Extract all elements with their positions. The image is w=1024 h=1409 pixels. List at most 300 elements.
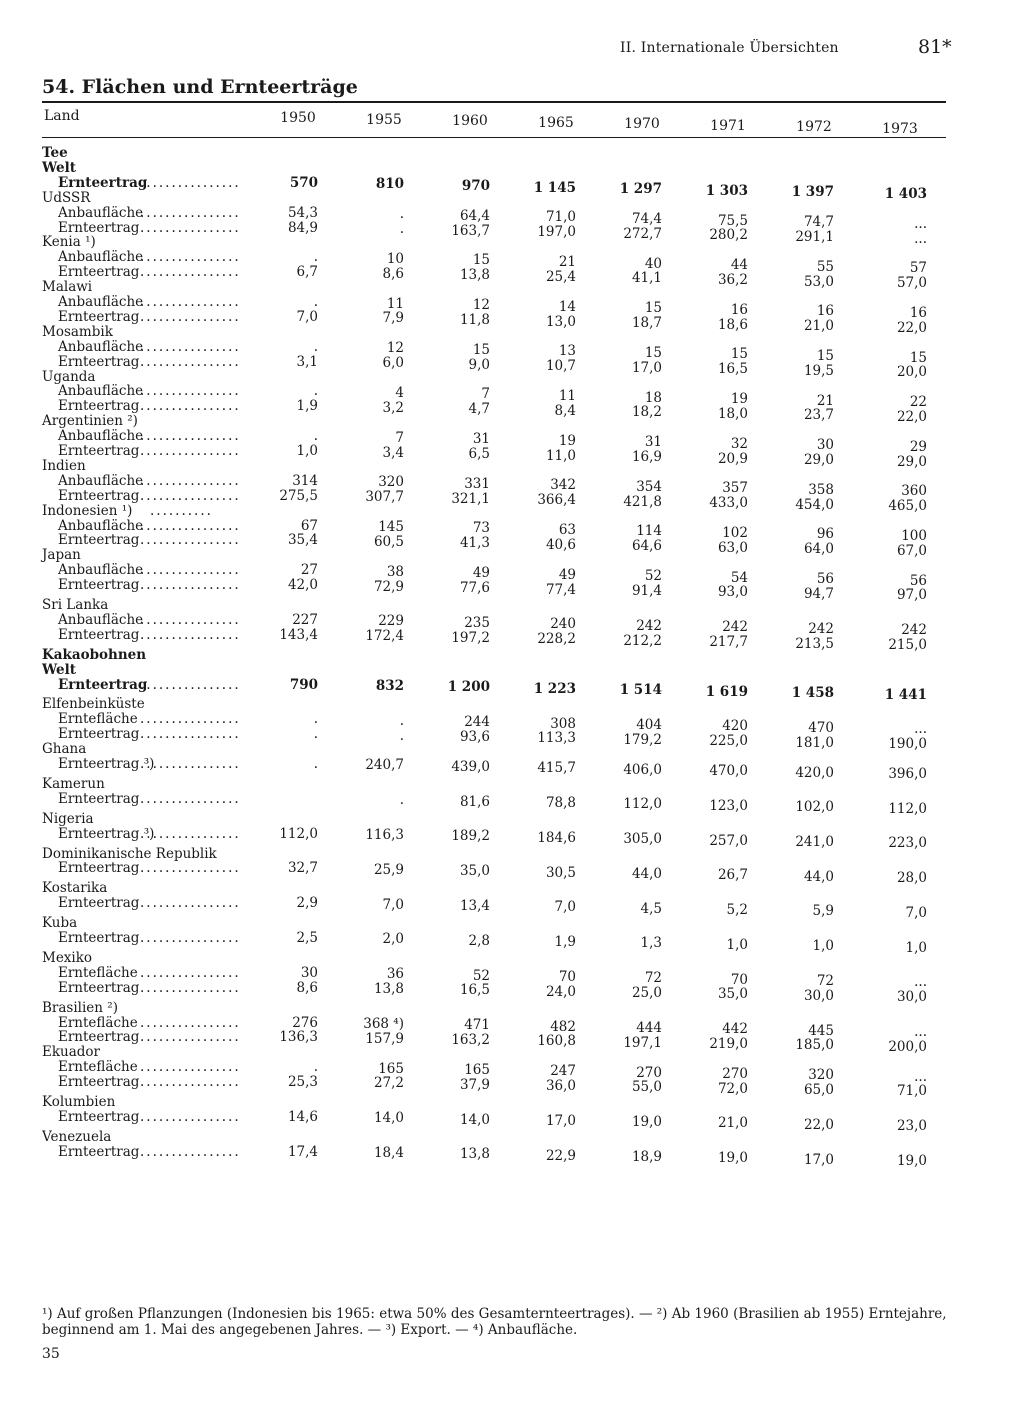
table-cell: 21 [558, 254, 576, 270]
country-label: Brasilien ²) [42, 999, 118, 1016]
table-cell: . [313, 711, 318, 728]
table-cell: 81,6 [459, 793, 490, 810]
table-cell: 35,4 [287, 532, 318, 549]
table-cell: 94,7 [803, 585, 834, 602]
table-cell: 16 [909, 304, 927, 321]
table-cell: 240,7 [365, 757, 404, 774]
table-cell: 439,0 [451, 758, 490, 775]
header-year: 1965 [538, 114, 574, 131]
table-cell: 307,7 [365, 489, 404, 506]
table-cell: 18,2 [631, 404, 662, 421]
table-cell: 13,4 [459, 897, 490, 914]
country-label: Elfenbeinküste [42, 696, 145, 713]
leader-dots: ................ [140, 294, 241, 310]
row-label: Anbaufläche [58, 294, 144, 310]
table-cell: 37,9 [459, 1076, 490, 1093]
table-cell: 25,9 [373, 861, 404, 878]
country-label: Kolumbien [42, 1094, 116, 1110]
table-cell: 31 [644, 434, 662, 451]
table-cell: . [313, 726, 318, 743]
table-cell: 16,9 [631, 449, 662, 466]
table-cell: 70 [730, 971, 748, 988]
table-cell: 1,9 [554, 934, 576, 951]
table-cell: 67,0 [896, 542, 927, 559]
table-cell: 31 [472, 431, 490, 448]
table-cell: 19 [558, 432, 576, 449]
row-label: Ernteertrag [58, 398, 140, 415]
row-label: Erntefläche [58, 1059, 138, 1076]
table-cell: 445 [808, 1022, 834, 1039]
table-cell: 30,0 [896, 989, 927, 1006]
table-cell: 32 [730, 435, 748, 452]
table-cell: 64,0 [803, 541, 834, 558]
table-cell: 56 [816, 571, 834, 588]
table-cell: . [313, 1059, 318, 1076]
table-cell: 18,7 [631, 315, 662, 332]
table-cell: 442 [722, 1021, 748, 1038]
country-label: Ekuador [42, 1044, 101, 1061]
row-label: Ernteertrag [58, 174, 148, 191]
table-cell: 36 [386, 966, 404, 983]
table-cell: . [399, 206, 404, 223]
table-cell: 235 [464, 614, 490, 631]
table-cell: 1,3 [640, 935, 662, 952]
table-cell: 15 [644, 344, 662, 361]
table-cell: 5,2 [726, 902, 748, 919]
table-cell: 172,4 [365, 628, 404, 645]
table-cell: 7,9 [382, 310, 404, 327]
table-cell: 229 [378, 613, 404, 630]
table-cell: 320 [378, 474, 404, 491]
table-cell: 280,2 [709, 227, 748, 244]
table-cell: 470 [808, 719, 834, 736]
table-cell: 19,0 [717, 1150, 748, 1167]
leader-dots: ................ [140, 1014, 241, 1031]
country-label: Kostarika [42, 880, 108, 897]
leader-dots: ................ [140, 443, 241, 459]
table-cell: 227 [292, 611, 318, 628]
table-cell: 22,0 [896, 319, 927, 336]
table-cell: 357 [722, 480, 748, 497]
table-cell: . [313, 294, 318, 310]
table-cell: 52 [472, 967, 490, 984]
leader-dots: ................ [140, 174, 241, 191]
table-cell: 15 [472, 252, 490, 269]
table-cell: 19 [730, 391, 748, 408]
leader-dots: ................ [140, 249, 241, 266]
row-label: Ernteertrag [58, 532, 140, 549]
table-cell: 320 [808, 1067, 834, 1084]
country-label: Mosambik [42, 323, 113, 340]
table-cell: 30 [816, 437, 834, 454]
table-cell: 63,0 [717, 539, 748, 556]
table-cell: . [313, 756, 318, 772]
table-cell: 321,1 [451, 490, 490, 507]
table-cell: 225,0 [709, 733, 748, 750]
row-label: Ernteertrag [58, 264, 140, 281]
row-label: Ernteertrag [58, 860, 140, 877]
header-year: 1970 [624, 116, 660, 132]
table-cell: 275,5 [279, 487, 318, 504]
table-cell: 97,0 [896, 587, 927, 604]
row-label: Ernteertrag [58, 1108, 140, 1125]
table-cell: 2,8 [468, 932, 490, 949]
table-cell: 54 [730, 569, 748, 586]
table-cell: 4,7 [468, 401, 490, 418]
leader-dots: ................ [140, 825, 241, 842]
table-cell: 44,0 [631, 865, 662, 882]
country-label: UdSSR [42, 189, 91, 206]
table-cell: 832 [375, 677, 404, 694]
row-label: Anbaufläche [58, 249, 144, 266]
row-label: Ernteertrag [58, 626, 140, 643]
table-cell: 184,6 [537, 829, 576, 846]
table-cell: 970 [461, 177, 490, 194]
table-cell: 38 [386, 563, 404, 580]
table-cell: 57 [909, 260, 927, 277]
table-cell: 20,0 [896, 364, 927, 381]
row-label: Anbaufläche [58, 204, 144, 221]
table-cell: 49 [472, 565, 490, 582]
table-cell: 22,9 [545, 1147, 576, 1164]
table-cell: 185,0 [795, 1037, 834, 1054]
country-label: Kamerun [42, 775, 105, 792]
table-cell: 4 [395, 384, 404, 401]
table-cell: 1,0 [905, 939, 927, 956]
row-label: Anbaufläche [58, 611, 144, 628]
table-cell: 213,5 [795, 635, 834, 652]
table-cell: 18 [644, 389, 662, 406]
table-cell: 433,0 [709, 495, 748, 512]
table-cell: 27 [300, 562, 318, 579]
table-cell: 342 [550, 477, 576, 494]
leader-dots: ................ [140, 338, 241, 355]
header-year: 1971 [710, 117, 746, 134]
row-label: Ernteertrag [58, 930, 140, 946]
table-cell: 1 223 [533, 680, 576, 697]
table-cell: 56 [909, 572, 927, 589]
table-cell: . [399, 221, 404, 238]
table-cell: 54,3 [287, 204, 318, 221]
table-cell: 70 [558, 968, 576, 985]
table-cell: . [399, 792, 404, 809]
table-cell: 96 [816, 526, 834, 543]
table-cell: 22,0 [896, 408, 927, 425]
row-label: Anbaufläche [58, 428, 144, 445]
table-cell: 570 [289, 174, 318, 191]
table-cell: 93,0 [717, 584, 748, 601]
table-cell: 420 [722, 718, 748, 735]
table-cell: 123,0 [709, 797, 748, 814]
leader-dots: .......... [150, 502, 213, 519]
leader-dots: ................ [140, 676, 241, 693]
table-cell: 23,0 [896, 1118, 927, 1135]
table-cell: 30,5 [545, 864, 576, 881]
table-cell: 189,2 [451, 828, 490, 845]
table-cell: 73 [472, 520, 490, 537]
table-cell: 18,6 [717, 316, 748, 333]
running-head: II. Internationale Übersichten [620, 40, 839, 56]
table-cell: 11 [386, 295, 404, 312]
row-label: Anbaufläche [58, 472, 144, 489]
table-cell: 21 [816, 392, 834, 409]
table-cell: 15 [730, 346, 748, 363]
table-cell: 368 ⁴) [363, 1015, 404, 1032]
table-cell: 21,0 [717, 1115, 748, 1132]
table-cell: 71,0 [545, 209, 576, 226]
table-cell: 1 441 [884, 686, 927, 703]
table-cell: 241,0 [795, 834, 834, 850]
table-cell: 136,3 [279, 1029, 318, 1046]
table-cell: 17,0 [545, 1112, 576, 1129]
row-label: Ernteertrag [58, 487, 140, 504]
table-cell: 6,7 [296, 264, 318, 281]
table-cell: 113,3 [537, 730, 576, 747]
table-cell: 11 [558, 387, 576, 404]
table-cell: 217,7 [709, 634, 748, 651]
leader-dots: ................ [140, 383, 241, 400]
country-label: Mexiko [42, 949, 93, 966]
table-cell: 71,0 [896, 1083, 927, 1100]
table-cell: 112,0 [279, 825, 318, 842]
leader-dots: ................ [140, 611, 241, 628]
table-cell: 181,0 [795, 734, 834, 751]
table-cell: 1,0 [812, 938, 834, 955]
table-cell: 102 [722, 524, 748, 541]
leader-dots: ................ [140, 1029, 241, 1046]
row-label: Ernteertrag [58, 219, 140, 236]
leader-dots: ................ [140, 517, 241, 534]
table-cell: . [313, 249, 318, 266]
row-label: Erntefläche [58, 1014, 138, 1031]
table-cell: 22,0 [803, 1116, 834, 1133]
table-cell: 18,4 [373, 1145, 404, 1161]
table-cell: 14 [558, 298, 576, 315]
table-cell: 240 [550, 616, 576, 633]
table-cell: 10 [386, 250, 404, 267]
row-label: Erntefläche [58, 964, 138, 981]
table-cell: 3,4 [382, 444, 404, 461]
table-cell: 145 [378, 518, 404, 535]
table-cell: 27,2 [373, 1075, 404, 1092]
table-cell: 157,9 [365, 1030, 404, 1047]
table-cell: 4,5 [640, 900, 662, 917]
row-label: Ernteertrag [58, 1143, 140, 1160]
leader-dots: ................ [140, 979, 241, 996]
table-cell: 1,0 [296, 443, 318, 459]
row-label: Ernteertrag [58, 1074, 140, 1091]
leader-dots: ................ [140, 398, 241, 415]
leader-dots: ................ [140, 756, 241, 772]
header-year: 1955 [366, 111, 402, 128]
table-cell: 36,0 [545, 1078, 576, 1095]
leader-dots: ................ [140, 487, 241, 504]
table-cell: 23,7 [803, 407, 834, 424]
table-cell: 22 [909, 394, 927, 411]
table-cell: 5,9 [812, 903, 834, 920]
table-cell: 7 [395, 429, 404, 446]
table-cell: 7,0 [382, 896, 404, 913]
table-cell: 3,2 [382, 399, 404, 416]
table-cell: 44,0 [803, 868, 834, 885]
country-label: Welt [42, 661, 77, 678]
table-cell: 2,5 [296, 930, 318, 946]
leader-dots: ................ [140, 726, 241, 743]
row-label: Ernteertrag [58, 726, 140, 743]
country-label: Indonesien ¹) [42, 502, 133, 519]
table-cell: 112,0 [888, 800, 927, 817]
table-cell: 52 [644, 568, 662, 585]
table-cell: 60,5 [373, 533, 404, 550]
table-cell: 212,2 [623, 632, 662, 649]
table-cell: 247 [550, 1063, 576, 1080]
table-cell: 331 [464, 475, 490, 492]
table-cell: 29 [909, 438, 927, 455]
table-cell: 55,0 [631, 1079, 662, 1096]
row-label: Erntefläche [58, 711, 138, 728]
table-cell: 163,2 [451, 1032, 490, 1049]
country-label: Indien [42, 457, 86, 474]
table-cell: 406,0 [623, 761, 662, 778]
table-cell: 197,0 [537, 224, 576, 241]
table-cell: 20,9 [717, 450, 748, 467]
header-rule [42, 137, 946, 138]
table-cell: 7 [481, 386, 490, 403]
header-year: 1973 [882, 120, 918, 137]
title-rule [42, 101, 946, 103]
table-cell: ... [914, 1068, 927, 1085]
leader-dots: ................ [140, 532, 241, 549]
row-label: Ernteertrag [58, 1029, 140, 1046]
leader-dots: ................ [140, 711, 241, 728]
country-label: Kuba [42, 915, 78, 932]
section-heading: Tee [42, 145, 68, 161]
leader-dots: ................ [140, 626, 241, 643]
table-cell: 72 [644, 970, 662, 987]
table-cell: 72,0 [717, 1080, 748, 1097]
table-cell: 35,0 [459, 863, 490, 880]
country-label: Kenia ¹) [42, 234, 96, 251]
header-year: 1950 [280, 110, 316, 126]
table-cell: 72,9 [373, 578, 404, 595]
table-cell: 228,2 [537, 631, 576, 648]
table-cell: 308 [550, 715, 576, 732]
table-cell: ... [914, 230, 927, 247]
table-cell: 77,4 [545, 581, 576, 598]
table-cell: 116,3 [365, 827, 404, 843]
table-cell: 223,0 [888, 835, 927, 852]
leader-dots: ................ [140, 1059, 241, 1076]
table-cell: 1,0 [726, 936, 748, 953]
table-cell: 305,0 [623, 831, 662, 848]
table-cell: 471 [464, 1017, 490, 1034]
table-cell: 291,1 [795, 228, 834, 245]
leader-dots: ................ [140, 264, 241, 281]
table-cell: 9,0 [468, 356, 490, 373]
table-cell: 1 619 [705, 683, 748, 700]
table-cell: 143,4 [279, 626, 318, 643]
table-cell: 454,0 [795, 496, 834, 513]
table-cell: 13,0 [545, 313, 576, 330]
table-cell: 84,9 [287, 219, 318, 236]
table-cell: 215,0 [888, 637, 927, 654]
table-cell: 41,1 [631, 270, 662, 287]
country-label: Sri Lanka [42, 597, 109, 613]
table-cell: 200,0 [888, 1038, 927, 1055]
table-cell: 197,1 [623, 1034, 662, 1051]
table-cell: 11,8 [459, 312, 490, 328]
table-cell: 14,6 [287, 1108, 318, 1125]
table-cell: 30,0 [803, 987, 834, 1004]
table-cell: . [313, 383, 318, 400]
table-cell: 25,3 [287, 1074, 318, 1091]
table-cell: 270 [722, 1065, 748, 1082]
table-cell: 29,0 [896, 453, 927, 470]
table-cell: 2,0 [382, 931, 404, 948]
row-label: Ernteertrag [58, 577, 140, 594]
header-year: 1960 [452, 113, 488, 129]
table-cell: 28,0 [896, 870, 927, 887]
table-cell: 57,0 [896, 275, 927, 292]
table-cell: ... [914, 215, 927, 232]
table-cell: 790 [289, 676, 318, 693]
table-cell: 74,7 [803, 214, 834, 231]
table-cell: 272,7 [623, 225, 662, 242]
page-number: 35 [42, 1346, 60, 1362]
leader-dots: ................ [140, 562, 241, 579]
table-cell: 1 297 [619, 181, 662, 198]
table-cell: 12 [472, 297, 490, 314]
table-cell: 444 [636, 1019, 662, 1036]
leader-dots: ................ [140, 308, 241, 325]
table-cell: 190,0 [888, 736, 927, 753]
table-cell: 17,0 [803, 1151, 834, 1168]
table-cell: 219,0 [709, 1036, 748, 1053]
table-cell: 244 [464, 714, 490, 731]
table-cell: 421,8 [623, 493, 662, 510]
table-cell: 257,0 [709, 832, 748, 849]
header-land: Land [44, 108, 80, 124]
table-cell: 1 458 [791, 685, 834, 702]
table-cell: 30 [300, 964, 318, 981]
table-cell: 1 397 [791, 184, 834, 201]
table-cell: 396,0 [888, 765, 927, 782]
table-cell: 8,4 [554, 402, 576, 419]
table-cell: 16 [816, 303, 834, 320]
country-label: Dominikanische Republik [42, 845, 217, 862]
country-label: Japan [42, 547, 81, 564]
table-cell: 242 [901, 622, 927, 639]
table-cell: 358 [808, 481, 834, 498]
table-cell: 42,0 [287, 577, 318, 594]
table-cell: 360 [901, 483, 927, 500]
table-cell: 1 200 [447, 679, 490, 696]
country-label: Nigeria [42, 810, 94, 827]
page-mark: 81* [918, 36, 952, 58]
table-cell: 14,0 [373, 1110, 404, 1127]
table-cell: 810 [375, 176, 404, 193]
table-cell: 404 [636, 717, 662, 734]
row-label: Ernteertrag ³) [58, 825, 155, 842]
leader-dots: ................ [140, 428, 241, 445]
table-cell: 160,8 [537, 1033, 576, 1050]
table-cell: 29,0 [803, 452, 834, 469]
table-cell: 24,0 [545, 983, 576, 1000]
row-label: Anbaufläche [58, 517, 144, 534]
table-cell: 44 [730, 257, 748, 274]
table-cell: 16,5 [717, 361, 748, 378]
table-cell: 19,5 [803, 362, 834, 379]
